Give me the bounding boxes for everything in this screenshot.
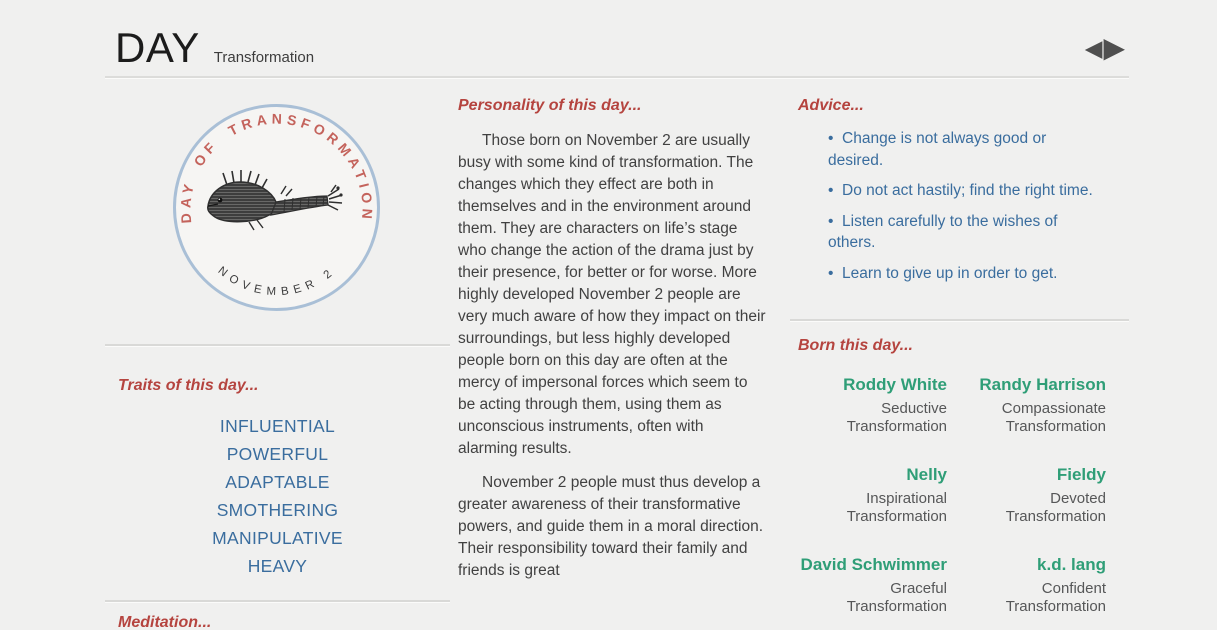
- celebrity-description: Seductive Transformation: [846, 400, 947, 435]
- personality-paragraph: November 2 people must thus develop a greater awareness of their transformative powers, and guide them in a moral direction. Their responsibility toward their family and friends is great: [458, 474, 763, 579]
- celebrity-description: Devoted Transformation: [1005, 490, 1106, 525]
- trait-item: MANIPULATIVE: [212, 528, 343, 548]
- celebrity-name: Nelly: [906, 465, 947, 484]
- page-subtitle: Transformation: [213, 49, 315, 66]
- advice-item: • Change is not always good or desired.: [790, 128, 1098, 171]
- day-navigation: [1085, 34, 1125, 62]
- celebrity-card: [959, 554, 1106, 616]
- born-divider: [790, 319, 1129, 321]
- celebrity-card: [800, 464, 947, 526]
- celebrity-name: Fieldy: [1056, 465, 1106, 484]
- celebrity-name: David Schwimmer: [800, 555, 947, 574]
- day-seal: [171, 102, 382, 313]
- trait-item: POWERFUL: [226, 444, 329, 464]
- advice-heading: Advice...: [798, 97, 864, 114]
- celebrity-card: [800, 374, 947, 436]
- trait-item: SMOTHERING: [216, 500, 339, 520]
- previous-day-arrow-icon[interactable]: ◀: [1084, 34, 1103, 61]
- header-divider: [105, 76, 1129, 78]
- traits-divider: [105, 344, 450, 346]
- header: [115, 24, 314, 72]
- traits-heading: Traits of this day...: [118, 377, 259, 394]
- trait-item: INFLUENTIAL: [219, 416, 336, 436]
- meditation-heading: Meditation...: [118, 614, 212, 630]
- celebrity-card: [959, 464, 1106, 526]
- seal-top-text: DAY OF TRANSFORMATION: [177, 110, 376, 224]
- next-day-arrow-icon[interactable]: ▶: [1103, 32, 1125, 63]
- advice-item: • Learn to give up in order to get.: [790, 263, 1098, 285]
- celebrity-card: [959, 374, 1106, 436]
- personality-text: [458, 130, 766, 594]
- advice-list: [790, 128, 1098, 293]
- advice-item: • Listen carefully to the wishes of others.: [790, 211, 1098, 254]
- traits-list: [105, 412, 450, 580]
- advice-item: • Do not act hastily; find the right time.: [790, 180, 1098, 202]
- celebrity-description: Compassionate Transformation: [1001, 400, 1106, 435]
- trait-item: HEAVY: [247, 556, 308, 576]
- celebrity-name: Randy Harrison: [979, 375, 1106, 394]
- celebrity-description: Confident Transformation: [1005, 580, 1106, 615]
- born-heading: Born this day...: [798, 337, 913, 354]
- seal-bottom-text: NOVEMBER 2: [215, 264, 339, 299]
- celebrity-description: Inspirational Transformation: [846, 490, 947, 525]
- celebrity-card: [800, 554, 947, 616]
- meditation-divider: [105, 600, 450, 602]
- personality-heading: Personality of this day...: [458, 97, 642, 114]
- page-title: DAY: [115, 24, 200, 71]
- trait-item: ADAPTABLE: [225, 472, 330, 492]
- celebrity-name: Roddy White: [843, 375, 947, 394]
- celebrity-name: k.d. lang: [1037, 555, 1106, 574]
- born-grid: [800, 374, 1106, 616]
- celebrity-description: Graceful Transformation: [846, 580, 947, 615]
- personality-paragraph: Those born on November 2 are usually busy with some kind of transformation. The changes which they effect are both in themselves and in the environment around them. They are characters on life’s stage who change the action of the drama just by their presence, for better or for worse. More highly developed November 2 people are very much aware of how they impact on their surroundings, but less highly developed people born on this day are often at the mercy of impersonal forces which seem to be acting through them, using them as unconscious instruments, often with alarming results.: [458, 132, 766, 457]
